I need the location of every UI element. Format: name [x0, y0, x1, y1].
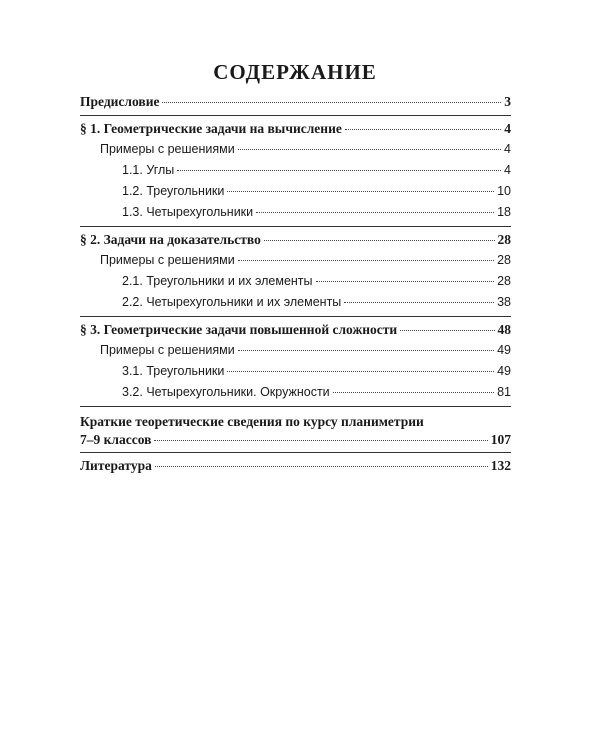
toc-entry-2-1[interactable] [80, 271, 511, 292]
toc-entry-label: 7–9 классов [80, 432, 152, 447]
leader-dots [177, 170, 501, 171]
toc-entry-3-1[interactable] [80, 361, 511, 382]
toc-entry-label: Примеры с решениями [100, 142, 235, 156]
toc-entry-label: § 2. Задачи на доказательство [80, 232, 261, 247]
toc-group-section-2 [80, 227, 511, 317]
toc-group-section-3 [80, 317, 511, 407]
toc-group-preface [80, 89, 511, 116]
toc-entry-page: 3 [504, 94, 511, 109]
toc-entry-page: 49 [497, 364, 511, 378]
toc-entry-summary-line1[interactable]: Краткие теоретические сведения по курсу планиметрии [80, 414, 424, 429]
toc-entry-label: 1.1. Углы [122, 163, 175, 177]
toc-entry-page: 49 [497, 343, 511, 357]
toc-entry-examples-2[interactable] [80, 250, 511, 271]
toc-entry-section-3[interactable] [80, 319, 511, 340]
toc-entry-section-2[interactable] [80, 229, 511, 250]
leader-dots [227, 191, 494, 192]
toc-group-summary [80, 407, 511, 453]
toc-entry-label: 2.1. Треугольники и их элементы [122, 274, 313, 288]
leader-dots [256, 212, 494, 213]
toc-entry-page: 18 [497, 205, 511, 219]
toc-entry-3-2[interactable] [80, 382, 511, 403]
toc-group-section-1 [80, 116, 511, 227]
toc-entry-page: 4 [504, 121, 511, 136]
leader-dots [316, 281, 495, 282]
toc-entry-2-2[interactable] [80, 292, 511, 313]
toc-entry-examples-3[interactable] [80, 340, 511, 361]
leader-dots [238, 260, 494, 261]
toc-entry-page: 28 [497, 274, 511, 288]
leader-dots [154, 440, 487, 441]
toc-entry-preface[interactable] [80, 91, 511, 112]
table-of-contents [80, 89, 511, 479]
toc-entry-label: 2.2. Четырехугольники и их элементы [122, 295, 342, 309]
leader-dots [238, 149, 501, 150]
toc-entry-label: 3.2. Четырехугольники. Окружности [122, 385, 330, 399]
leader-dots [155, 466, 488, 467]
leader-dots [333, 392, 494, 393]
toc-entry-page: 132 [490, 458, 511, 473]
leader-dots [400, 330, 494, 331]
toc-entry-page: 10 [497, 184, 511, 198]
toc-entry-label: Литература [80, 458, 152, 473]
toc-entry-label: Примеры с решениями [100, 253, 235, 267]
leader-dots [227, 371, 494, 372]
leader-dots [345, 129, 501, 130]
toc-entry-label: 3.1. Треугольники [122, 364, 225, 378]
toc-entry-label: Примеры с решениями [100, 343, 235, 357]
toc-group-literature [80, 453, 511, 479]
toc-entry-page: 38 [497, 295, 511, 309]
toc-entry-page: 4 [504, 142, 511, 156]
toc-entry-label: 1.3. Четырехугольники [122, 205, 254, 219]
toc-entry-page: 28 [497, 253, 511, 267]
toc-entry-1-1[interactable] [80, 160, 511, 181]
toc-entry-page: 81 [497, 385, 511, 399]
toc-entry-section-1[interactable] [80, 118, 511, 139]
toc-entry-page: 107 [490, 432, 511, 447]
toc-entry-label: § 1. Геометрические задачи на вычисление [80, 121, 342, 136]
toc-entry-literature[interactable] [80, 455, 511, 476]
leader-dots [344, 302, 494, 303]
toc-entry-page: 48 [497, 322, 511, 337]
toc-entry-label: Предисловие [80, 94, 160, 109]
toc-entry-examples-1[interactable] [80, 139, 511, 160]
toc-entry-page: 28 [497, 232, 511, 247]
leader-dots [238, 350, 494, 351]
toc-entry-page: 4 [504, 163, 511, 177]
toc-entry-summary[interactable] [80, 430, 511, 449]
leader-dots [264, 240, 495, 241]
toc-entry-1-2[interactable] [80, 181, 511, 202]
toc-entry-1-3[interactable] [80, 202, 511, 223]
toc-entry-label: § 3. Геометрические задачи повышенной сложности [80, 322, 398, 337]
leader-dots [162, 102, 501, 103]
toc-entry-label: 1.2. Треугольники [122, 184, 225, 198]
page-title: СОДЕРЖАНИЕ [213, 60, 377, 84]
